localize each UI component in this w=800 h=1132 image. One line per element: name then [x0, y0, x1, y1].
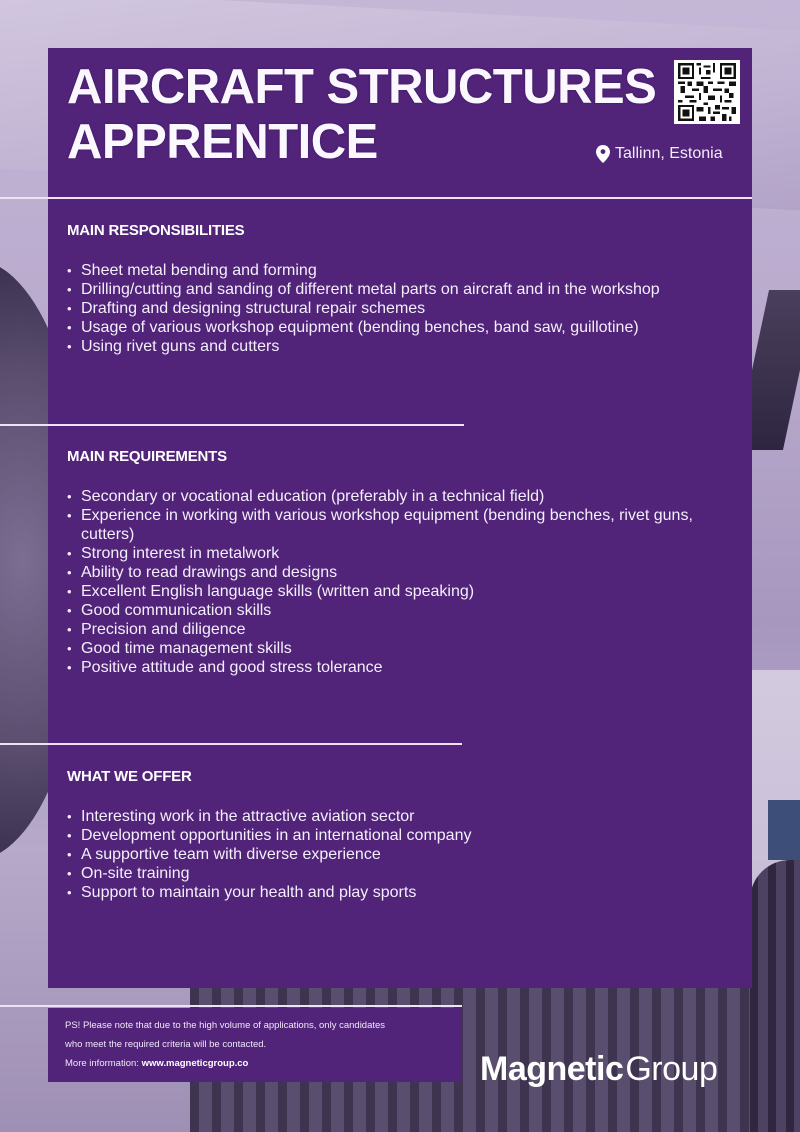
list-item: • Excellent English language skills (written and speaking) [67, 582, 697, 601]
job-location [596, 145, 723, 163]
magnetic-group-logo [480, 1050, 717, 1089]
divider-requirements [0, 743, 462, 745]
map-pin-icon [596, 145, 610, 163]
list-item: • Sheet metal bending and forming [67, 261, 660, 280]
list-item: • Experience in working with various workshop equipment (bending benches, rivet guns, cutters) [67, 506, 697, 544]
section-offer [67, 768, 471, 902]
divider-header [0, 197, 752, 199]
section-responsibilities [67, 222, 660, 356]
logo-part2: Group [625, 1050, 718, 1088]
list-item: • Usage of various workshop equipment (bending benches, band saw, guillotine) [67, 318, 660, 337]
logo-part1: Magnetic [480, 1050, 624, 1088]
job-title [67, 60, 656, 170]
job-title-line2: APPRENTICE [67, 115, 378, 169]
list-item: • Ability to read drawings and designs [67, 563, 697, 582]
list-item: • Precision and diligence [67, 620, 697, 639]
job-title-line1: AIRCRAFT STRUCTURES [67, 60, 657, 114]
responsibilities-list [67, 261, 660, 356]
list-item: • A supportive team with diverse experience [67, 845, 471, 864]
list-item: • Development opportunities in an international company [67, 826, 471, 845]
list-item: • Drafting and designing structural repair schemes [67, 299, 660, 318]
divider-responsibilities [0, 424, 464, 426]
list-item: • Positive attitude and good stress tolerance [67, 658, 697, 677]
list-item: • Support to maintain your health and play sports [67, 883, 471, 902]
offer-list [67, 807, 471, 902]
list-item: • Strong interest in metalwork [67, 544, 697, 563]
divider-footer [0, 1005, 462, 1007]
section-heading: MAIN REQUIREMENTS [67, 448, 227, 465]
more-info [65, 1058, 248, 1069]
list-item: • Interesting work in the attractive aviation sector [67, 807, 471, 826]
section-heading: WHAT WE OFFER [67, 768, 192, 785]
section-heading: MAIN RESPONSIBILITIES [67, 222, 245, 239]
section-requirements [67, 448, 697, 677]
list-item: • On-site training [67, 864, 471, 883]
note-line2: who meet the required criteria will be contacted. [65, 1039, 267, 1050]
footer-note [48, 1008, 462, 1082]
list-item: • Using rivet guns and cutters [67, 337, 660, 356]
background-crate [768, 800, 800, 860]
location-text: Tallinn, Estonia [615, 145, 723, 162]
note-line1: PS! Please note that due to the high volume of applications, only candidates [65, 1020, 386, 1031]
more-info-label: More information: [65, 1058, 142, 1069]
website-link[interactable]: www.magneticgroup.co [141, 1058, 249, 1069]
qr-code-icon[interactable] [674, 60, 740, 124]
list-item: • Secondary or vocational education (preferably in a technical field) [67, 487, 697, 506]
background-tire-right [750, 860, 800, 1132]
requirements-list [67, 487, 697, 677]
list-item: • Good communication skills [67, 601, 697, 620]
qr-code-graphic [677, 63, 737, 121]
list-item: • Drilling/cutting and sanding of different metal parts on aircraft and in the workshop [67, 280, 660, 299]
list-item: • Good time management skills [67, 639, 697, 658]
